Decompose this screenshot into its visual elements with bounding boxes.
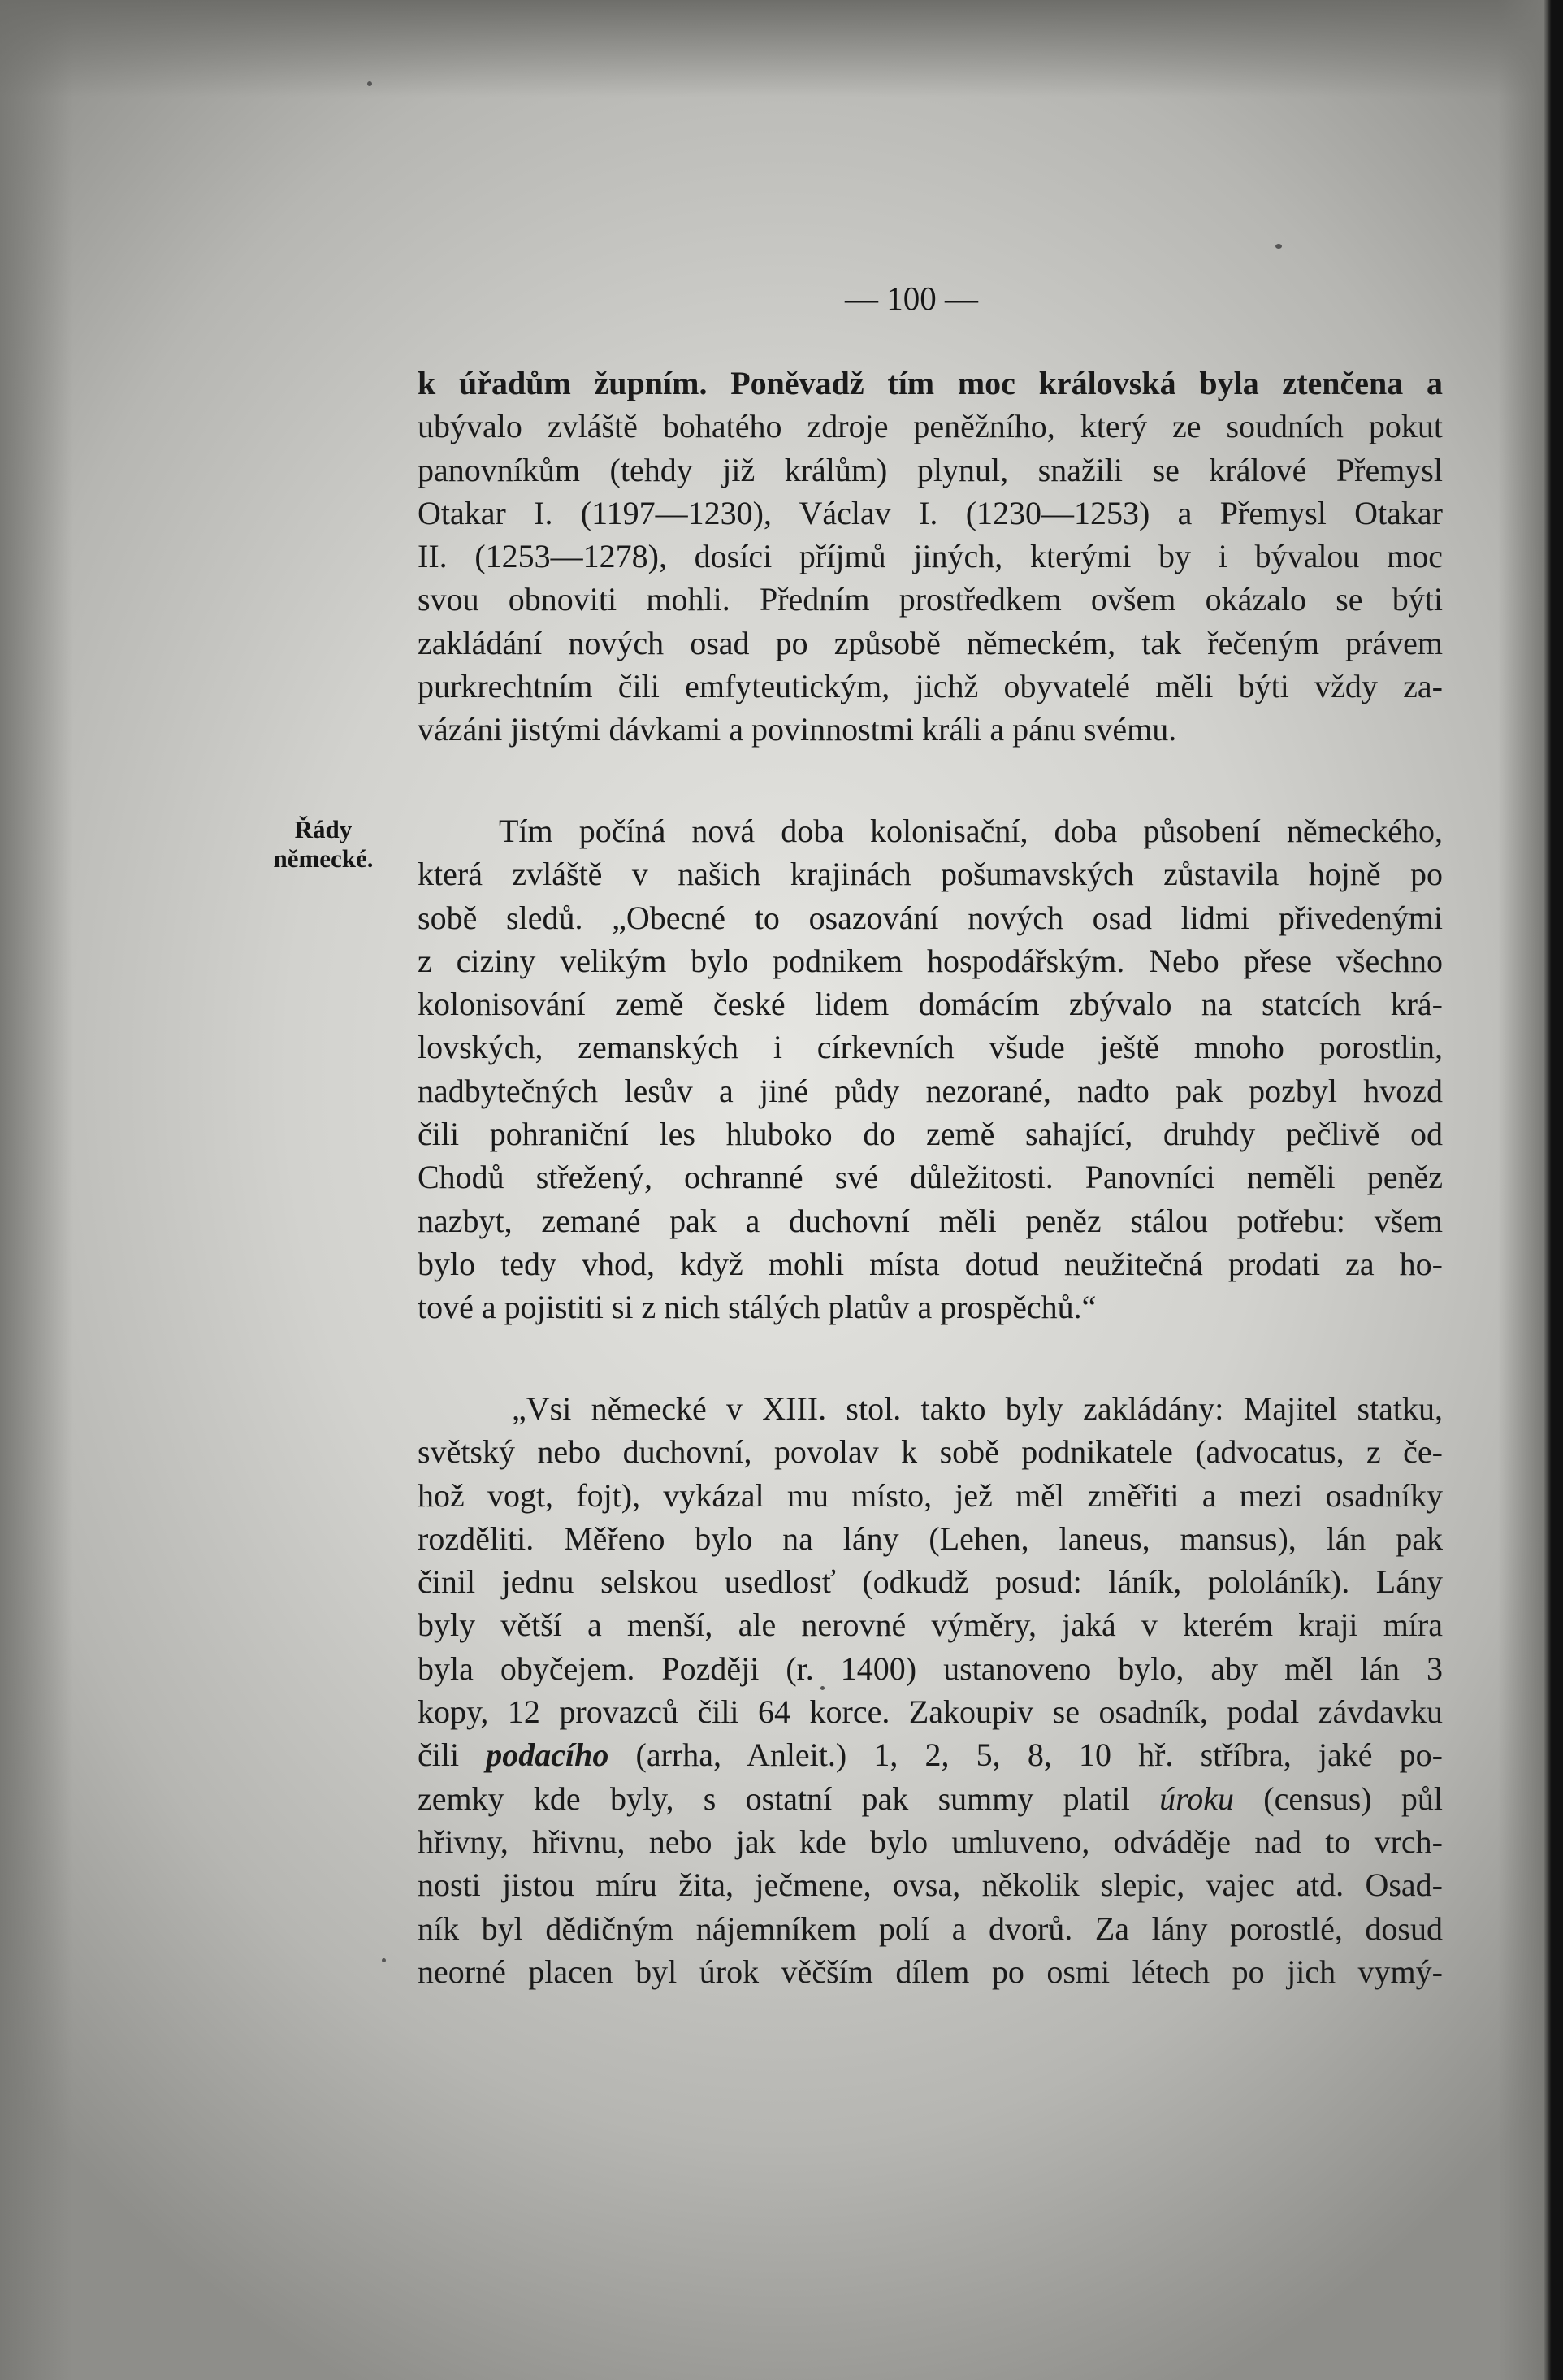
- scan-speck: [1275, 244, 1282, 249]
- margin-note: [258, 815, 388, 874]
- text-line: čili pohraniční les hluboko do země sahající, druhdy pečlivě od: [418, 1116, 1443, 1153]
- text-line: hřivny, hřivnu, nebo jak kde bylo umluveno, odváděje nad to vrch-: [418, 1823, 1443, 1860]
- text-line: která zvláště v našich krajinách pošumavských zůstavila hojně po: [418, 856, 1443, 893]
- text-line: Chodů střežený, ochranné své důležitosti. Panovníci neměli peněz: [418, 1159, 1443, 1196]
- text-line: světský nebo duchovní, povolav k sobě podnikatele (advocatus, z če-: [418, 1433, 1443, 1471]
- text-line: nosti jistou míru žita, ječmene, ovsa, několik slepic, vajec atd. Osad-: [418, 1866, 1443, 1904]
- scan-speck: [367, 81, 372, 86]
- text-line: vázáni jistými dávkami a povinnostmi králi a pánu svému.: [418, 711, 1177, 748]
- margin-note-line: Řády: [294, 815, 353, 843]
- text-line: z ciziny velikým bylo podnikem hospodářským. Nebo přese všechno: [418, 942, 1443, 979]
- text-line: byly větší a menší, ale nerovné výměry, jaká v kterém kraji míra: [418, 1606, 1443, 1644]
- text-line: činil jednu selskou usedlosť (odkudž posud: láník, pololáník). Lány: [418, 1563, 1443, 1601]
- text-line: „Vsi německé v XIII. stol. takto byly zakládány: Majitel statku,: [512, 1390, 1443, 1427]
- text-line: tové a pojistiti si z nich stálých platův a prospěchů.“: [418, 1289, 1097, 1326]
- text-line: čili podacího (arrha, Anleit.) 1, 2, 5, 8, 10 hř. stříbra, jaké po-: [418, 1736, 1443, 1774]
- paragraph-2: [418, 809, 1443, 1329]
- text-line: nazbyt, zemané pak a duchovní měli peněz stálou potřebu: všem: [418, 1202, 1443, 1239]
- text-line: zakládání nových osad po způsobě německém, tak řečeným právem: [418, 624, 1443, 661]
- text-line: hož vogt, fojt), vykázal mu místo, jež měl změřiti a mezi osadníky: [418, 1476, 1443, 1514]
- text-line: byla obyčejem. Později (r. 1400) ustanoveno bylo, aby měl lán 3: [418, 1650, 1443, 1687]
- italic-term: úroku: [1159, 1780, 1235, 1817]
- text-line: Otakar I. (1197—1230), Václav I. (1230—1253) a Přemysl Otakar: [418, 494, 1443, 531]
- paragraph-1: [418, 362, 1443, 752]
- text-line: panovníkům (tehdy již králům) plynul, snažili se králové Přemysl: [418, 451, 1443, 488]
- italic-term: podacího: [486, 1736, 609, 1774]
- text-line: nadbytečných lesův a jiné půdy nezorané, nadto pak pozbyl hvozd: [418, 1072, 1443, 1109]
- page-binding-edge: [1498, 0, 1563, 2380]
- text-line: purkrechtním čili emfyteutickým, jichž obyvatelé měli býti vždy za-: [418, 668, 1443, 705]
- text-line: rozděliti. Měřeno bylo na lány (Lehen, laneus, mansus), lán pak: [418, 1519, 1443, 1557]
- text-line: kolonisování země české lidem domácím zbývalo na statcích krá-: [418, 986, 1443, 1023]
- text-line: Tím počíná nová doba kolonisační, doba působení německého,: [499, 813, 1443, 849]
- text-line: k úřadům župním. Poněvadž tím moc královská byla ztenčena a: [418, 365, 1443, 401]
- scan-speck: [382, 1958, 386, 1962]
- text-line: bylo tedy vhod, když mohli místa dotud neužitečná prodati za ho-: [418, 1245, 1443, 1282]
- text-line: ubývalo zvláště bohatého zdroje peněžního, který ze soudních pokut: [418, 408, 1443, 445]
- paragraph-3: [418, 1387, 1443, 1993]
- text-line: kopy, 12 provazců čili 64 korce. Zakoupiv se osadník, podal závdavku: [418, 1693, 1443, 1731]
- margin-note-line: německé.: [273, 844, 374, 873]
- text-line: svou obnoviti mohli. Předním prostředkem ovšem okázalo se býti: [418, 581, 1443, 618]
- page-number: — 100 —: [845, 280, 978, 317]
- text-line: ník byl dědičným nájemníkem polí a dvorů. Za lány porostlé, dosud: [418, 1910, 1443, 1947]
- page-shadow-left: [0, 0, 73, 2380]
- text-line: sobě sledů. „Obecné to osazování nových osad lidmi přivedenými: [418, 899, 1443, 936]
- text-line: neorné placen byl úrok věčším dílem po osmi létech po jich vymý-: [418, 1953, 1443, 1990]
- text-line: zemky kde byly, s ostatní pak summy platil úroku (census) půl: [418, 1780, 1443, 1817]
- page-shadow-top: [0, 0, 1563, 98]
- text-line: lovských, zemanských i církevních všude ještě mnoho porostlin,: [418, 1029, 1443, 1066]
- text-line: II. (1253—1278), dosíci příjmů jiných, kterými by i bývalou moc: [418, 538, 1443, 575]
